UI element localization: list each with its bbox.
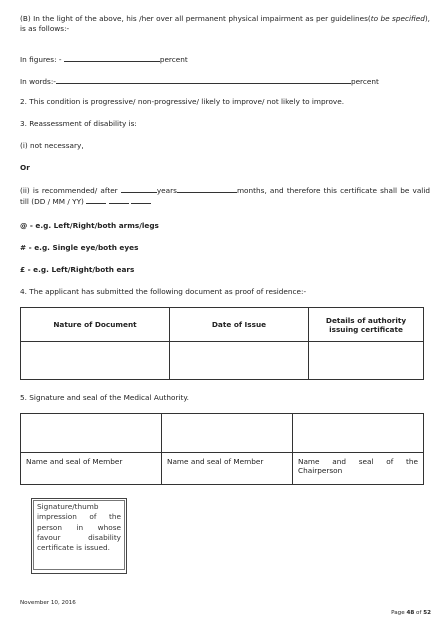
item-4-residence-proof: 4. The applicant has submitted the following document as proof of residence:- [20, 287, 307, 296]
cell-date-of-issue[interactable] [170, 342, 309, 380]
item-3-reassessment: 3. Reassessment of disability is: [20, 119, 137, 128]
option-ii-text-a: (ii) is recommended/ after [20, 186, 121, 195]
member-1-signature-cell[interactable] [21, 414, 162, 453]
medical-authority-table [20, 413, 424, 485]
note-at: @ - e.g. Left/Right/both arms/legs [20, 221, 159, 230]
or-label: Or [20, 163, 30, 172]
page-number [391, 610, 431, 616]
paragraph-b-text-1: (B) In the light of the above, his /her over all permanent physical impairment as per guidelines( [20, 14, 371, 23]
page-prefix: Page [391, 610, 407, 616]
in-figures-unit: percent [159, 55, 188, 64]
in-figures-label: In figures: - [20, 55, 64, 64]
in-words-line [20, 76, 430, 87]
residence-proof-table [20, 307, 424, 380]
in-words-label: In words:- [20, 77, 56, 86]
paragraph-b-italic: to be specified [370, 14, 425, 23]
months-blank[interactable] [177, 185, 237, 193]
page-of: of [414, 610, 424, 616]
item-3-option-ii [20, 185, 430, 207]
item-3-option-i: (i) not necessary, [20, 141, 84, 150]
in-words-blank[interactable] [56, 76, 351, 84]
header-date-of-issue: Date of Issue [170, 308, 309, 342]
item-2-condition: 2. This condition is progressive/ non-progressive/ likely to improve/ not likely to improve. [20, 97, 345, 106]
in-words-unit: percent [350, 77, 379, 86]
signature-thumb-text: Signature/thumb impression of the person in whose favour disability certificate is issued. [33, 500, 125, 570]
item-5-signature-seal: 5. Signature and seal of the Medical Authority. [20, 393, 189, 402]
cell-nature-of-document[interactable] [21, 342, 170, 380]
header-issuing-authority: Details of authority issuing certificate [309, 308, 424, 342]
cell-issuing-authority[interactable] [309, 342, 424, 380]
chairperson-signature-cell[interactable] [293, 414, 424, 453]
dd-blank[interactable] [86, 196, 106, 204]
member-1-label: Name and seal of Member [21, 453, 162, 485]
years-blank[interactable] [121, 185, 157, 193]
note-pound: £ - e.g. Left/Right/both ears [20, 265, 135, 274]
member-2-label: Name and seal of Member [162, 453, 293, 485]
chairperson-label: Name and seal of the Chairperson [293, 453, 424, 485]
paragraph-b-text-2: ), is as follows:- [20, 14, 430, 33]
paragraph-b [20, 14, 430, 34]
footer-date: November 10, 2016 [20, 600, 76, 606]
yy-blank[interactable] [131, 196, 151, 204]
option-ii-years: years [156, 186, 177, 195]
mm-blank[interactable] [109, 196, 129, 204]
signature-thumb-box[interactable] [31, 498, 127, 574]
option-ii-text-b: months, and therefore this certificate shall be valid till (DD / MM / YY) [20, 186, 430, 206]
in-figures-line [20, 54, 430, 65]
member-2-signature-cell[interactable] [162, 414, 293, 453]
in-figures-blank[interactable] [64, 54, 160, 62]
page-total: 52 [423, 610, 431, 616]
page-current: 48 [406, 610, 415, 616]
header-nature-of-document: Nature of Document [21, 308, 170, 342]
note-hash: # - e.g. Single eye/both eyes [20, 243, 139, 252]
